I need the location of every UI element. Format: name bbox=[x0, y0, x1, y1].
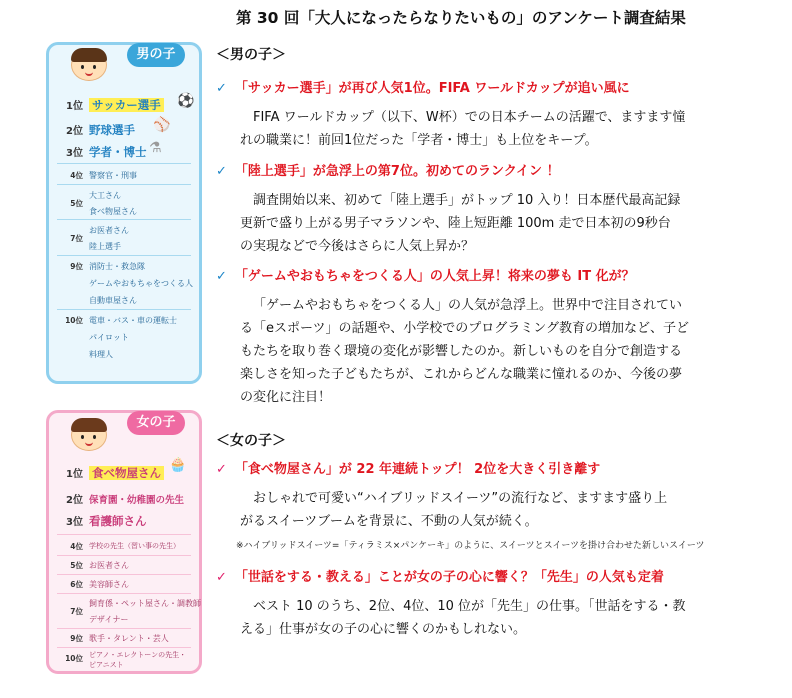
checkmark-icon: ✓ bbox=[216, 81, 227, 96]
girls-section-heading: ＜女の子＞ bbox=[216, 433, 286, 449]
footnote: ※ハイブリッドスイーツ=「ティラミス×パンケーキ」のように、スイーツとスイーツを掛け合わせた新しいスイーツ bbox=[236, 541, 705, 551]
girls-badge: 女の子 bbox=[127, 411, 185, 435]
boys-section-heading: ＜男の子＞ bbox=[216, 47, 286, 63]
boys-headline-3: ✓ 「ゲームやおもちゃをつくる人」の人気上昇！将来の夢も IT 化が？ bbox=[216, 269, 635, 284]
girls-headline-1: ✓ 「食べ物屋さん」が 22 年連続トップ！ 2位を大きく引き離す bbox=[216, 462, 601, 477]
boys-headline-1: ✓ 「サッカー選手」が再び人気1位。FIFA ワールドカップが追い風に bbox=[216, 81, 630, 96]
girls-ranking-panel: 女の子 1位 食べ物屋さん 🧁 2位 保育園・幼稚園の先生 3位 看護師さん 4位 学校の先生（習い事の先生） 5位 お医者さん 6位 美容師さん 7位 飼育係・ペット屋さん・調教師 デザイナー 9位 歌手・タレント・芸人 10位 ピアノ・エレクトーンの先生・ ピアニスト bbox=[46, 410, 202, 674]
boy-face-icon bbox=[71, 49, 107, 81]
girls-paragraph-1: おしゃれで可愛い“ハイブリッドスイーツ”の流行など、ますます盛り上 がるスイーツブームを背景に、不動の人気が続く。 bbox=[240, 491, 668, 529]
boys-badge: 男の子 bbox=[127, 43, 185, 67]
flask-icon: ⚗ bbox=[149, 140, 162, 156]
page-title: 第 30 回「大人になったらなりたいもの」のアンケート調査結果 bbox=[236, 9, 686, 27]
boys-paragraph-1: FIFA ワールドカップ（以下、W杯）での日本チームの活躍で、ますます憧 れの職業に！前回1位だった「学者・博士」も上位をキープ。 bbox=[240, 110, 686, 148]
girl-face-icon bbox=[71, 419, 107, 451]
boys-headline-2: ✓ 「陸上選手」が急浮上の第7位。初めてのランクイン ！ bbox=[216, 164, 560, 179]
girls-paragraph-2: ベスト 10 のうち、2位、4位、10 位が「先生」の仕事。「世話をする・教 える」仕事が女の子の心に響くのかもしれない。 bbox=[240, 599, 686, 637]
checkmark-icon: ✓ bbox=[216, 462, 227, 477]
cupcake-icon: 🧁 bbox=[169, 457, 187, 473]
checkmark-icon: ✓ bbox=[216, 164, 227, 179]
boys-paragraph-3: 「ゲームやおもちゃをつくる人」の人気が急浮上。世界中で注目されてい る「eスポーツ」の話題や、小学校でのプログラミング教育の増加など、子ど もたちを取り巻く環境の変化が影響したのか。新しいものを自分で創造する 楽しさを知った子どもたちが、これからどんな職業に憧れるのか、今後の夢 の変化に注目！ bbox=[240, 298, 689, 405]
soccer-ball-icon: ⚽ bbox=[177, 93, 195, 109]
boys-ranking-panel: 男の子 1位 サッカー選手 ⚽ 2位 野球選手 ⚾ 3位 学者・博士 ⚗ 4位 警察官・刑事 5位 大工さん 食べ物屋さん 7位 お医者さん 陸上選手 9位 消防士・救急隊 ゲームやおもちゃをつくる人 自動車屋さん 10位 電車・バス・車の運転士 パイロット 料理人 bbox=[46, 42, 202, 384]
girls-headline-2: ✓ 「世話をする・教える」ことが女の子の心に響く？「先生」の人気も定着 bbox=[216, 570, 664, 585]
boys-paragraph-2: 調査開始以来、初めて「陸上選手」がトップ 10 入り！日本歴代最高記録 更新で盛り上がる男子マラソンや、陸上短距離 100m 走で日本初の9秒台 の実現などで今後はさらに人気上昇か？ bbox=[240, 193, 681, 254]
baseball-icon: ⚾ bbox=[153, 117, 171, 133]
checkmark-icon: ✓ bbox=[216, 570, 227, 585]
checkmark-icon: ✓ bbox=[216, 269, 227, 284]
